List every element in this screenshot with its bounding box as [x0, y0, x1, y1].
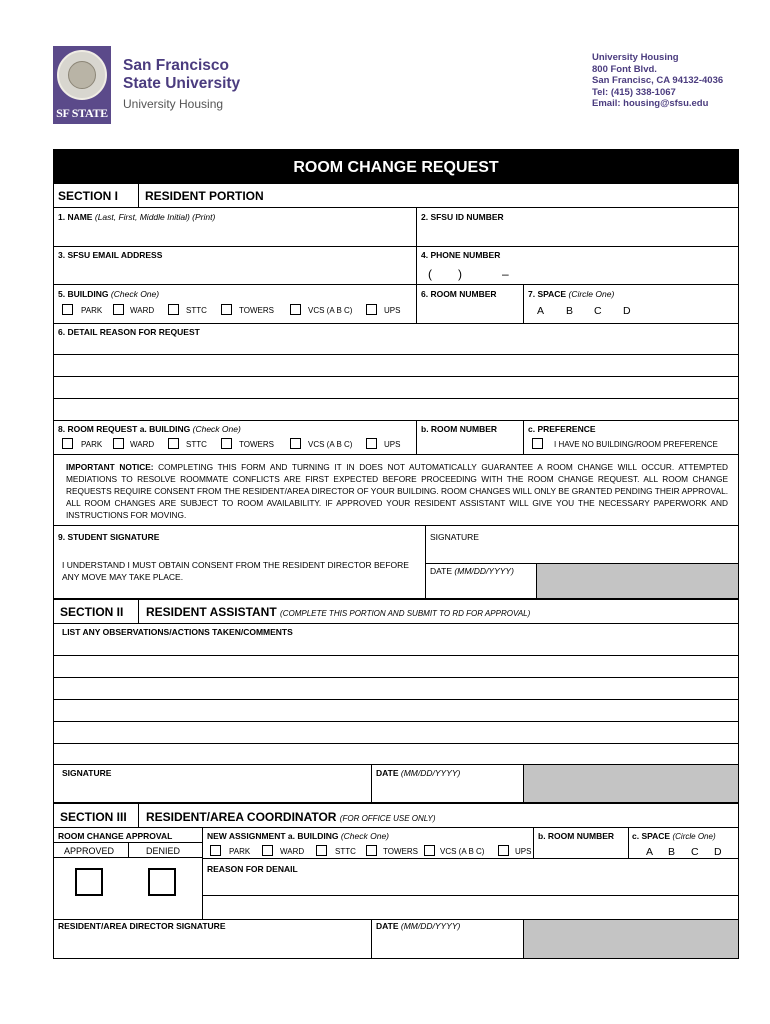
assignment-option-label: PARK [229, 847, 251, 856]
consent-text-line1: I UNDERSTAND I MUST OBTAIN CONSENT FROM THE RESIDENT DIRECTOR BEFORE [62, 560, 409, 570]
room-request-label: 8. ROOM REQUEST a. BUILDING (Check One) [58, 424, 241, 434]
no-preference-checkbox[interactable] [532, 438, 543, 449]
sfsu-id-field[interactable]: 2. SFSU ID NUMBER [421, 212, 504, 222]
contact-info [592, 52, 723, 110]
phone-dash: – [502, 267, 509, 281]
assignment-checkbox-vcs[interactable] [424, 845, 435, 856]
observations-field[interactable]: LIST ANY OBSERVATIONS/ACTIONS TAKEN/COMMENTS [62, 627, 293, 637]
building-option-label: VCS (A B C) [308, 306, 353, 315]
form-title: ROOM CHANGE REQUEST [54, 150, 738, 184]
assignment-option-label: VCS (A B C) [440, 847, 485, 856]
director-signature-field[interactable]: RESIDENT/AREA DIRECTOR SIGNATURE [58, 921, 226, 931]
request-checkbox-towers[interactable] [221, 438, 232, 449]
building-option-label: TOWERS [239, 306, 274, 315]
assignment-option-label: STTC [335, 847, 356, 856]
request-option-label: WARD [130, 440, 155, 449]
assignment-space-option-b[interactable]: B [668, 846, 676, 858]
contact-line: Email: housing@sfsu.edu [592, 98, 709, 109]
denial-reason-field[interactable]: REASON FOR DENAIL [207, 864, 298, 874]
section-2-label: SECTION II [60, 605, 124, 619]
request-option-label: TOWERS [239, 440, 274, 449]
section-1-title: RESIDENT PORTION [145, 189, 264, 203]
director-date-field[interactable]: DATE (MM/DD/YYYY) [376, 921, 461, 931]
assignment-checkbox-ward[interactable] [262, 845, 273, 856]
space-option-c[interactable]: C [594, 305, 602, 317]
assignment-space-option-d[interactable]: D [714, 846, 722, 858]
assignment-space-option-c[interactable]: C [691, 846, 699, 858]
room-change-form [53, 149, 739, 959]
building-option-label: UPS [384, 306, 401, 315]
notice-body: COMPLETING THIS FORM AND TURNING IT IN DOES NOT AUTOMATICALLY GUARANTEE A ROOM CHANGE WILL OCCUR. ATTEMPTED MEDIATIONS TO RESOLVE ROOMMATE CONFLICTS ARE FIRST EXPECTED BEFORE PROCEEDING WITH THE ROOM CHANGE REQUEST. ALL ROOM CHANGE REQUESTS REQUIRE CONSENT FROM THE RESIDENT/AREA DIRECTOR OF YOUR BUILDING. ROOM CHANGES WILL ONLY BE GRANTED PENDING THEIR APPROVAL. ALL ROOM CHANGES ARE SUBJECT TO ROOM AVAILABILITY. IF APPROVED YOUR RESIDENT ASSISTANT WILL GIVE YOU THE NECESSARY PAPERWORK AND INSTRUCTIONS FOR MOVING. [66, 462, 728, 520]
request-option-label: STTC [186, 440, 207, 449]
contact-line: 800 Font Blvd. [592, 63, 657, 75]
university-name-line1: San Francisco [123, 57, 229, 74]
university-name-line2: State University [123, 75, 241, 92]
phone-field[interactable]: 4. PHONE NUMBER [421, 250, 501, 260]
space-field-label: 7. SPACE (Circle One) [528, 289, 615, 299]
space-option-a[interactable]: A [537, 305, 545, 317]
assignment-option-label: TOWERS [383, 847, 418, 856]
section-2-title-block: RESIDENT ASSISTANT (COMPLETE THIS PORTION AND SUBMIT TO RD FOR APPROVAL) [146, 605, 531, 619]
request-checkbox-sttc[interactable] [168, 438, 179, 449]
request-option-label: VCS (A B C) [308, 440, 353, 449]
student-signature-field[interactable]: SIGNATURE [430, 532, 479, 542]
space-option-d[interactable]: D [623, 305, 631, 317]
preference-label: c. PREFERENCE [528, 424, 596, 434]
section-3-title-block: RESIDENT/AREA COORDINATOR (FOR OFFICE USE ONLY) [146, 810, 436, 824]
notice-heading: IMPORTANT NOTICE: [66, 462, 154, 472]
denied-checkbox[interactable] [148, 868, 176, 896]
building-checkbox-park[interactable] [62, 304, 73, 315]
university-seal-logo [53, 46, 111, 124]
approval-label: ROOM CHANGE APPROVAL [58, 831, 173, 841]
building-option-label: WARD [130, 306, 155, 315]
office-use-shaded-area [537, 564, 738, 598]
no-preference-label: I HAVE NO BUILDING/ROOM PREFERENCE [554, 440, 718, 449]
ra-date-field[interactable]: DATE (MM/DD/YYYY) [376, 768, 461, 778]
phone-area-open: ( [428, 267, 432, 281]
contact-line: Tel: (415) 338-1067 [592, 86, 676, 98]
assignment-room-number-field[interactable]: b. ROOM NUMBER [538, 831, 615, 841]
request-checkbox-ups[interactable] [366, 438, 377, 449]
building-checkbox-ups[interactable] [366, 304, 377, 315]
phone-area-close: ) [458, 267, 462, 281]
assignment-option-label: WARD [280, 847, 305, 856]
denied-label: DENIED [146, 846, 181, 856]
important-notice [66, 461, 728, 521]
building-checkbox-vcs[interactable] [290, 304, 301, 315]
building-checkbox-ward[interactable] [113, 304, 124, 315]
director-shaded-area [524, 920, 738, 958]
ra-shaded-area [524, 765, 738, 802]
university-name-block [123, 57, 240, 111]
building-option-label: PARK [81, 306, 103, 315]
section-3-label: SECTION III [60, 810, 127, 824]
assignment-space-option-a[interactable]: A [646, 846, 654, 858]
request-checkbox-park[interactable] [62, 438, 73, 449]
building-checkbox-sttc[interactable] [168, 304, 179, 315]
assignment-space-label: c. SPACE (Circle One) [632, 831, 716, 841]
ra-signature-field[interactable]: SIGNATURE [62, 768, 112, 778]
name-field[interactable] [58, 212, 215, 222]
room-number-field[interactable]: 6. ROOM NUMBER [421, 289, 497, 299]
request-option-label: PARK [81, 440, 103, 449]
approved-checkbox[interactable] [75, 868, 103, 896]
section-1-label: SECTION I [58, 189, 119, 203]
consent-text-line2: ANY MOVE MAY TAKE PLACE. [62, 572, 184, 582]
approved-label: APPROVED [64, 846, 115, 856]
name-hint: (Last, First, Middle Initial) (Print) [94, 212, 216, 222]
assignment-checkbox-park[interactable] [210, 845, 221, 856]
contact-line: University Housing [592, 52, 679, 63]
request-checkbox-ward[interactable] [113, 438, 124, 449]
request-option-label: UPS [384, 440, 401, 449]
email-field[interactable]: 3. SFSU EMAIL ADDRESS [58, 250, 163, 260]
assignment-checkbox-sttc[interactable] [316, 845, 327, 856]
new-assignment-label: NEW ASSIGNMENT a. BUILDING (Check One) [207, 831, 390, 841]
request-room-number-field[interactable]: b. ROOM NUMBER [421, 424, 498, 434]
building-option-label: STTC [186, 306, 207, 315]
contact-line: San Francisc, CA 94132-4036 [592, 75, 724, 86]
building-checkbox-towers[interactable] [221, 304, 232, 315]
reason-field[interactable]: 6. DETAIL REASON FOR REQUEST [58, 327, 200, 337]
sf-state-logo-text: SF STATE [56, 106, 108, 120]
student-date-field[interactable]: DATE (MM/DD/YYYY) [430, 566, 514, 576]
building-field-label: 5. BUILDING (Check One) [58, 289, 160, 299]
student-signature-label: 9. STUDENT SIGNATURE [58, 532, 160, 542]
department-name: University Housing [123, 97, 224, 111]
name-label: 1. NAME [58, 212, 93, 222]
assignment-checkbox-ups[interactable] [498, 845, 509, 856]
seal-icon [57, 50, 107, 100]
request-checkbox-vcs[interactable] [290, 438, 301, 449]
assignment-option-label: UPS [515, 847, 532, 856]
assignment-checkbox-towers[interactable] [366, 845, 377, 856]
space-option-b[interactable]: B [566, 305, 574, 317]
